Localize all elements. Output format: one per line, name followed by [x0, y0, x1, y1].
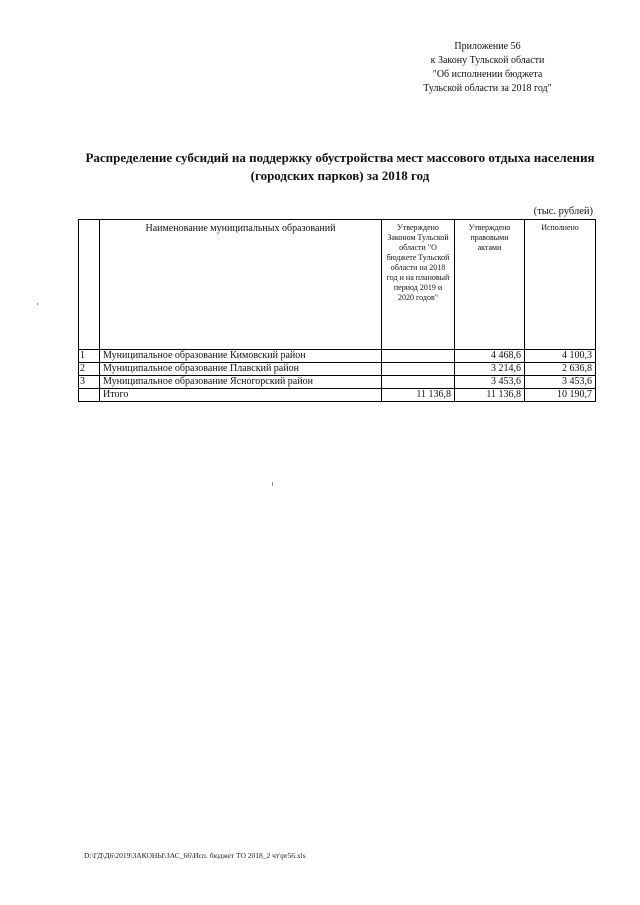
units-label: (тыс. рублей) — [533, 206, 593, 217]
total-number — [79, 389, 100, 402]
title-line: Распределение субсидий на поддержку обустройства мест массового отдыха населения — [85, 150, 595, 165]
row-executed: 4 100,3 — [525, 350, 596, 363]
total-label: Итого — [100, 389, 382, 402]
total-executed: 10 190,7 — [525, 389, 596, 402]
row-executed: 2 636,8 — [525, 363, 596, 376]
row-executed: 3 453,6 — [525, 376, 596, 389]
row-approved-acts: 4 468,6 — [455, 350, 525, 363]
appendix-line: к Закону Тульской области — [430, 55, 545, 66]
row-approved-acts: 3 453,6 — [455, 376, 525, 389]
header-approved-law: Утверждено Законом Тульской области "О бюджете Тульской области на 2018 год и на плановый период 2019 и 2020 годов" — [382, 220, 455, 350]
file-path-footer: D:\ГД\Д6\2019\ЗАКОНЫ\ЗАС_66\Исп. бюджет ТО 2018_2 чт\pr56.xls — [84, 851, 306, 860]
row-number: 2 — [79, 363, 100, 376]
row-name: Муниципальное образование Плавский район — [100, 363, 382, 376]
header-approved-acts: Утверждено правовыми актами — [455, 220, 525, 350]
total-row — [79, 389, 596, 402]
scan-speck — [272, 482, 273, 486]
row-name: Муниципальное образование Ясногорский район — [100, 376, 382, 389]
table-row — [79, 350, 596, 363]
title-line: (городских парков) за 2018 год — [250, 168, 430, 183]
appendix-block — [380, 40, 595, 96]
appendix-line: Приложение 56 — [454, 41, 521, 52]
scan-speck — [37, 303, 38, 305]
row-approved-law — [382, 363, 455, 376]
header-name: Наименование муниципальных образований — [100, 220, 382, 350]
table-row — [79, 363, 596, 376]
subsidy-table — [78, 219, 596, 402]
appendix-line: "Об исполнении бюджета — [432, 69, 543, 80]
row-approved-law — [382, 376, 455, 389]
appendix-line: Тульской области за 2018 год" — [423, 83, 552, 94]
total-approved-acts: 11 136,8 — [455, 389, 525, 402]
document-title — [60, 149, 620, 185]
table-header-row — [79, 220, 596, 350]
total-approved-law: 11 136,8 — [382, 389, 455, 402]
table-row — [79, 376, 596, 389]
row-number: 3 — [79, 376, 100, 389]
header-number — [79, 220, 100, 350]
row-approved-law — [382, 350, 455, 363]
row-name: Муниципальное образование Кимовский район — [100, 350, 382, 363]
row-number: 1 — [79, 350, 100, 363]
row-approved-acts: 3 214,6 — [455, 363, 525, 376]
header-executed: Исполнено — [525, 220, 596, 350]
